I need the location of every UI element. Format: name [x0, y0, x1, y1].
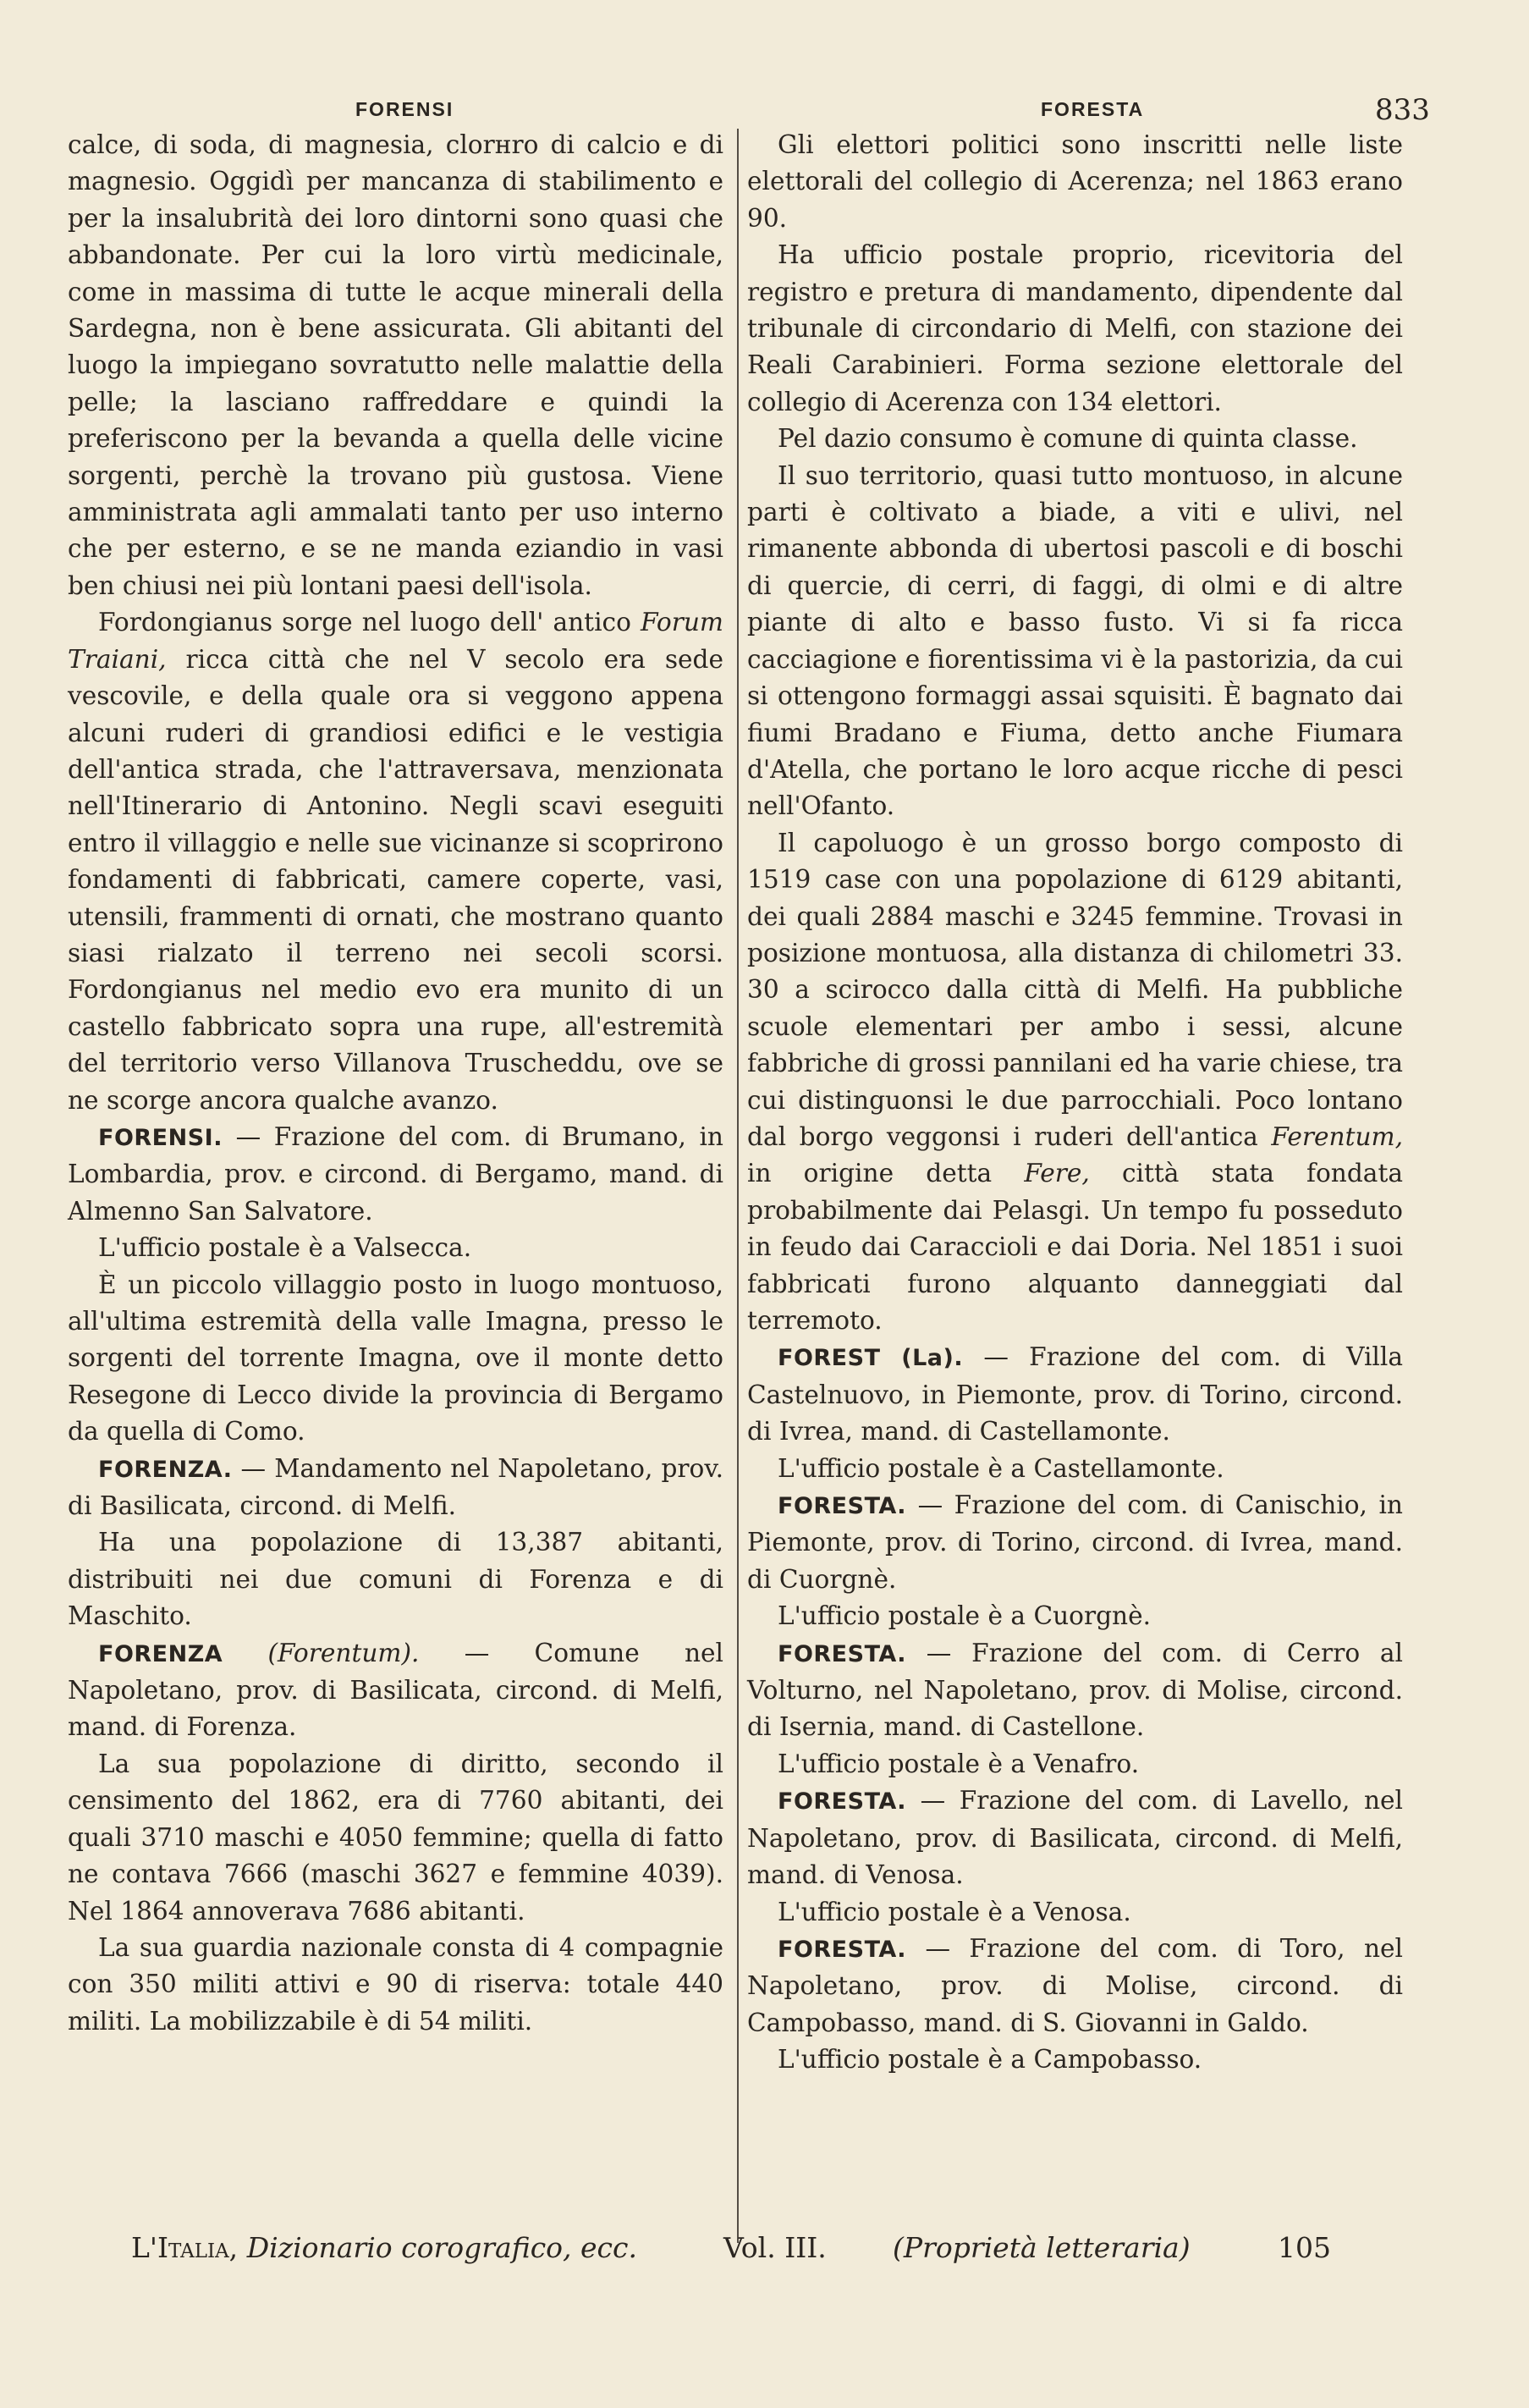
entry-foresta-toro — [747, 1931, 1403, 2042]
entry-forenza-comune — [68, 1635, 723, 1746]
entry-forensi — [68, 1119, 723, 1230]
footer-signature-number: 105 — [1278, 2231, 1331, 2264]
entry-headword: FORESTA. — [778, 1640, 907, 1667]
entry-foresta-cerro — [747, 1635, 1403, 1746]
entry-text: — Frazione del com. di Toro, nel Napoletano, prov. di Molise, circond. di Campobasso, mand. di S. Giovanni in Galdo. — [747, 1933, 1403, 2037]
running-head-left: FORENSI — [355, 98, 454, 120]
paragraph: Il suo territorio, quasi tutto montuoso, in alcune parti è coltivato a biade, a viti e ulivi, nel rimanente abbonda di ubertosi pascoli e di boschi di quercie, di cerri, di faggi, di olmi e di altre piante di alto e basso fusto. Vi si fa ricca cacciagione e fiorentissima vi è la pastorizia, da cui si ottengono formaggi assai squisiti. È bagnato dai fiumi Bradano e Fiuma, detto anche Fiumara d'Atella, che portano le loro acque ricche di pesci nell'Ofanto. — [747, 460, 1403, 821]
footer-publisher: L'Italia, — [131, 2231, 239, 2264]
paragraph: L'ufficio postale è a Cuorgnè. — [778, 1601, 1152, 1631]
text-run: in origine detta — [747, 1159, 993, 1188]
footer-copyright-note: (Proprietà letteraria) — [893, 2231, 1191, 2264]
paragraph: Ha una popolazione di 13,387 abitanti, distribuiti nei due comuni di Forenza e di Maschito. — [68, 1528, 723, 1631]
running-head-right: FORESTA — [1041, 98, 1145, 120]
entry-text: — Frazione del com. di Cerro al Volturno, nel Napoletano, prov. di Molise, circond. di Isernia, mand. di Castellone. — [747, 1638, 1403, 1742]
entry-forest-la — [747, 1339, 1403, 1450]
entry-text: — Frazione del com. di Brumano, in Lombardia, prov. e circond. di Bergamo, mand. di Almenno San Salvatore. — [68, 1121, 723, 1226]
entry-foresta-canischio — [747, 1487, 1403, 1598]
text-run: Il capoluogo è un grosso borgo composto di 1519 case con una popolazione di 6129 abitanti, dei quali 2884 maschi e 3245 femmine. Trovasi in posizione montuosa, alla distanza di chilometri 33. 30 a scirocco dalla città di Melfi. Ha pubbliche scuole elementari per ambo i sessi, alcune fabbriche di grossi pannilani ed ha varie chiese, tra cui distinguonsi le due parrocchiali. Poco lontano dal borgo veggonsi i ruderi dell'antica — [747, 828, 1403, 1151]
paragraph: Pel dazio consumo è comune di quinta classe. — [778, 424, 1358, 454]
text-run: Fordongianus sorge nel luogo dell' antico — [98, 608, 631, 637]
entry-foresta-lavello — [747, 1783, 1403, 1893]
entry-text: — Frazione del com. di Villa Castelnuovo, in Piemonte, prov. di Torino, circond. di Ivrea, mand. di Castellamonte. — [747, 1342, 1403, 1446]
right-column — [747, 127, 1403, 2079]
footer-volume: Vol. III. — [723, 2231, 827, 2264]
page-footer — [131, 2231, 1350, 2264]
entry-text: — Frazione del com. di Canischio, in Piemonte, prov. di Torino, circond. di Ivrea, mand. di Cuorgnè. — [747, 1491, 1403, 1594]
entry-headword: FORENZA. — [98, 1456, 233, 1483]
footer-title: Dizionario corografico, ecc. — [246, 2231, 638, 2264]
entry-headword: FOREST (La). — [778, 1345, 964, 1372]
italic-name: (Forentum). — [267, 1638, 420, 1667]
paragraph: La sua popolazione di diritto, secondo il censimento del 1862, era di 7760 abitanti, dei quali 3710 maschi e 4050 femmine; quella di fatto ne contava 7666 (maschi 3627 e femmine 4039). Nel 1864 annoverava 7686 abitanti. — [68, 1749, 723, 1926]
entry-headword: FORESTA. — [778, 1788, 907, 1816]
entry-headword: FORENZA — [98, 1640, 223, 1667]
paragraph — [68, 604, 723, 1119]
italic-name: Forum Traiani, — [68, 608, 723, 674]
paragraph: Ha ufficio postale proprio, ricevitoria del registro e pretura di mandamento, dipendente dal tribunale di circondario di Melfi, con stazione dei Reali Carabinieri. Forma sezione elettorale del collegio di Acerenza con 134 elettori. — [747, 240, 1403, 416]
paragraph — [747, 825, 1403, 1340]
paragraph: Gli elettori politici sono inscritti nelle liste elettorali del collegio di Acerenza; nel 1863 erano 90. — [747, 130, 1403, 233]
entry-text: — Mandamento nel Napoletano, prov. di Basilicata, circond. di Melfi. — [68, 1453, 723, 1521]
paragraph: È un piccolo villaggio posto in luogo montuoso, all'ultima estremità della valle Imagna, presso le sorgenti del torrente Imagna, ove il monte detto Resegone di Lecco divide la provincia di Bergamo da quella di Como. — [68, 1270, 723, 1446]
paragraph: L'ufficio postale è a Venafro. — [778, 1749, 1140, 1778]
column-divider — [737, 129, 739, 2243]
paragraph: La sua guardia nazionale consta di 4 compagnie con 350 militi attivi e 90 di riserva: totale 440 militi. La mobilizzabile è di 54 militi. — [68, 1932, 723, 2036]
entry-text: — Comune nel Napoletano, prov. di Basilicata, circond. di Melfi, mand. di Forenza. — [68, 1638, 723, 1742]
italic-name: Fere, — [1024, 1159, 1090, 1188]
page-number: 833 — [1375, 93, 1430, 127]
entry-headword: FORENSI. — [98, 1124, 223, 1151]
text-run: ricca città che nel V secolo era sede vescovile, e della quale ora si veggono appena alcuni ruderi di grandiosi edifici e le vestigia dell'antica strada, che l'attraversava, menzionata nell'Itinerario di Antonino. Negli scavi eseguiti entro il villaggio e nelle sue vicinanze si scoprirono fondamenti di fabbricati, camere coperte, vasi, utensili, frammenti di ornati, che mostrano quanto siasi rialzato il terreno nei secoli scorsi. Fordongianus nel medio evo era munito di un castello fabbricato sopra una rupe, all'estremità del territorio verso Villanova Truscheddu, ove se ne scorge ancora qualche avanzo. — [68, 644, 723, 1115]
entry-text: — Frazione del com. di Lavello, nel Napoletano, prov. di Basilicata, circond. di Melfi, mand. di Venosa. — [747, 1786, 1403, 1890]
paragraph: L'ufficio postale è a Valsecca. — [98, 1233, 472, 1263]
paragraph: calce, di soda, di magnesia, clorнro di calcio e di magnesio. Oggidì per mancanza di stabilimento e per la insalubrità dei loro dintorni sono quasi che abbandonate. Per cui la loro virtù medicinale, come in massima di tutte le acque minerali della Sardegna, non è bene assicurata. Gli abitanti del luogo la impiegano sovratutto nelle malattie della pelle; la lasciano raffreddare e quindi la preferiscono per la bevanda a quella delle vicine sorgenti, perchè la trovano più gustosa. Viene amministrata agli ammalati tanto per uso interno che per esterno, e se ne manda eziandio in vasi ben chiusi nei più lontani paesi dell'isola. — [68, 130, 723, 600]
entry-headword: FORESTA. — [778, 1493, 907, 1520]
paragraph: L'ufficio postale è a Castellamonte. — [778, 1453, 1224, 1483]
text-run: città stata fondata probabilmente dai Pelasgi. Un tempo fu posseduto in feudo dai Caraccioli e dai Doria. Nel 1851 i suoi fabbricati furono alquanto danneggiati dal terremoto. — [747, 1159, 1403, 1335]
italic-name: Ferentum, — [1271, 1121, 1403, 1151]
paragraph: L'ufficio postale è a Venosa. — [778, 1897, 1131, 1926]
left-column — [68, 127, 723, 2040]
entry-headword: FORESTA. — [778, 1936, 907, 1963]
paragraph: L'ufficio postale è a Campobasso. — [778, 2045, 1202, 2075]
entry-forenza-mandamento — [68, 1451, 723, 1525]
